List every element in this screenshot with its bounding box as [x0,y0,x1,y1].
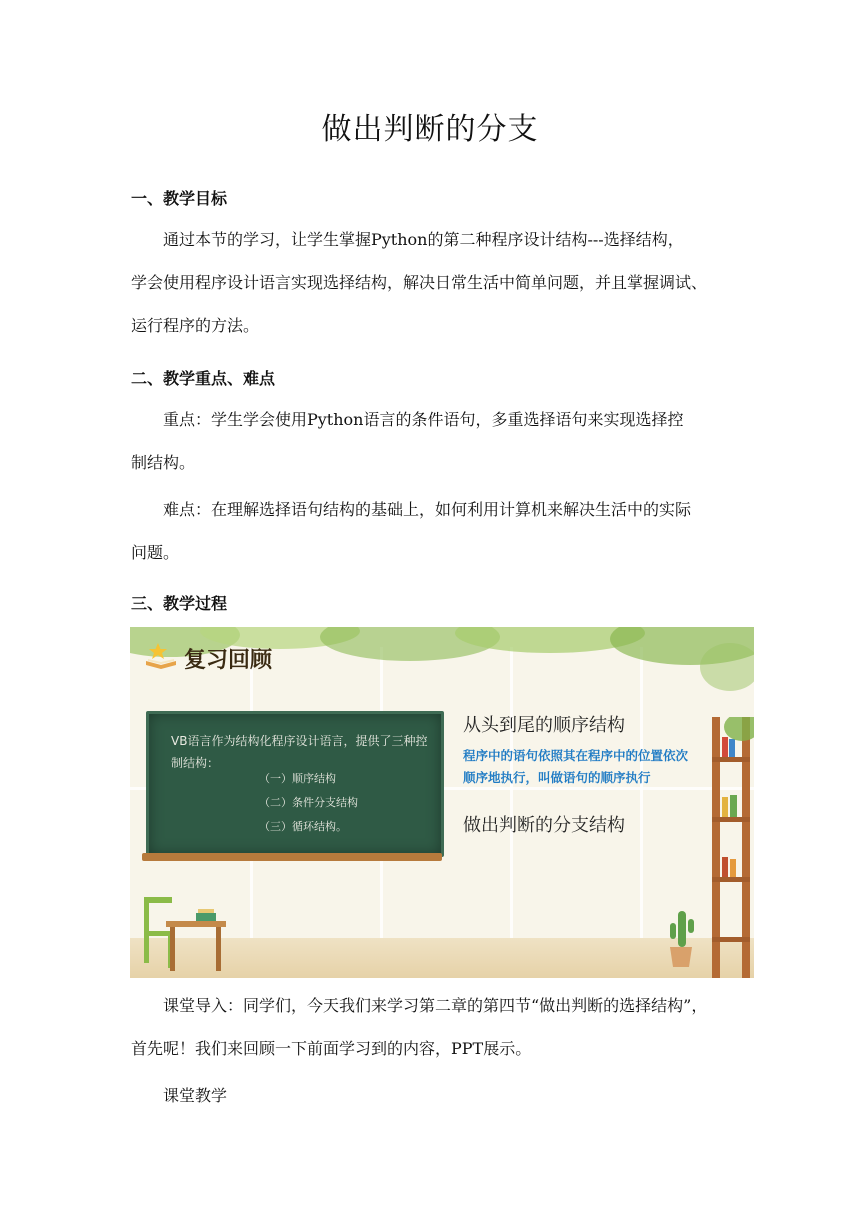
section-heading-objectives: 一、教学目标 [131,189,228,208]
bookshelf-ladder-icon [702,717,754,978]
board-intro-text: VB语言作为结构化程序设计语言，提供了三种控制结构： [171,734,428,770]
lesson-intro-paragraph [131,984,731,1070]
paragraph-line: 制结构。 [131,453,196,472]
paragraph-line: 课堂导入：同学们，今天我们来学习第二章的第四节“做出判断的选择结构”， [163,996,708,1015]
description-line: 顺序地执行，叫做语句的顺序执行 [463,770,651,785]
slide-header: 复习回顾 [184,648,273,673]
branch-structure-title: 做出判断的分支结构 [463,815,625,836]
paragraph-line: 运行程序的方法。 [131,316,260,335]
difficulty-paragraph [131,488,731,574]
section-heading-keypoints: 二、教学重点、难点 [131,369,276,388]
board-list-item: （一）顺序结构 [259,772,336,785]
page-title: 做出判断的分支 [321,112,539,147]
sequence-structure-title: 从头到尾的顺序结构 [463,715,625,736]
paragraph-line: 学会使用程序设计语言实现选择结构，解决日常生活中简单问题，并且掌握调试、 [131,273,708,292]
objectives-paragraph [131,218,731,347]
paragraph-line: 重点：学生学会使用Python语言的条件语句，多重选择语句来实现选择控 [163,410,684,429]
paragraph-line: 问题。 [131,543,180,562]
cactus-plant-icon [664,905,698,969]
section-heading-process: 三、教学过程 [131,594,228,613]
book-star-icon [144,641,178,669]
keypoint-paragraph [131,398,731,484]
paragraph-line: 首先呢！我们来回顾一下前面学习到的内容，PPT展示。 [131,1039,532,1058]
sequence-structure-description [463,745,688,789]
chalkboard-ledge [142,853,442,861]
desk-chair-icon [136,891,228,975]
review-slide-image [130,627,754,978]
paragraph-line: 通过本节的学习，让学生掌握Python的第二种程序设计结构---选择结构， [163,230,684,249]
board-list-item: （二）条件分支结构 [259,796,358,809]
chalkboard [146,711,444,857]
teaching-label: 课堂教学 [163,1086,228,1105]
board-list-item: （三）循环结构。 [259,820,347,833]
description-line: 程序中的语句依照其在程序中的位置依次 [463,748,689,763]
paragraph-line: 难点：在理解选择语句结构的基础上，如何利用计算机来解决生活中的实际 [163,500,692,519]
